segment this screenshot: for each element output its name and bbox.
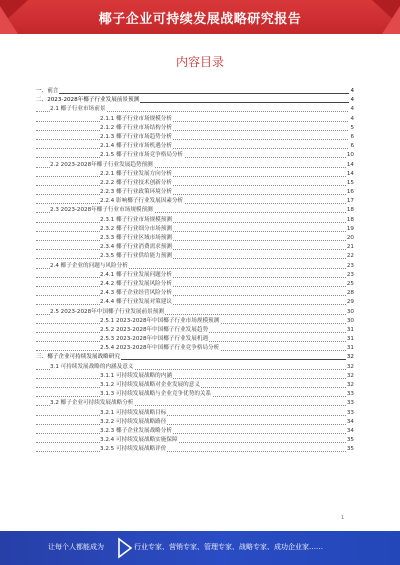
toc-entry[interactable] xyxy=(36,363,354,372)
toc-entry[interactable] xyxy=(36,197,354,206)
toc-leader-line xyxy=(36,442,354,443)
toc-entry-title: 二、2023-2028年椰子行业发展前景预测 xyxy=(36,96,140,105)
toc-leader-line xyxy=(36,286,354,287)
toc-entry[interactable] xyxy=(36,418,354,427)
toc-entry[interactable] xyxy=(36,308,354,317)
toc-entry-page: 23 xyxy=(346,271,354,280)
toc-entry-title: 3.1.2 可持续发展战略对企业发展的意义 xyxy=(100,381,201,390)
toc-entry-page: 18 xyxy=(346,206,354,215)
toc-entry-page: 32 xyxy=(346,363,354,372)
toc-entry-page: 16 xyxy=(346,188,354,197)
toc-entry-title: 一、前言 xyxy=(36,87,59,96)
toc-entry-title: 2.3.2 椰子行业细分市场预测 xyxy=(100,225,173,234)
toc-entry-page: 4 xyxy=(349,87,354,96)
toc-entry-page: 4 xyxy=(349,115,354,124)
toc-entry-page: 23 xyxy=(346,262,354,271)
toc-leader-line xyxy=(36,194,354,195)
footer-slogan-left: 让每个人都能成为 xyxy=(48,543,104,551)
toc-leader-line xyxy=(36,121,354,122)
toc-entry[interactable] xyxy=(36,96,354,105)
toc-entry-title: 2.2.4 影响椰子行业发展因素分析 xyxy=(100,197,184,206)
footer-logo-icon xyxy=(116,537,134,559)
toc-entry[interactable] xyxy=(36,436,354,445)
toc-leader-line xyxy=(36,93,354,94)
toc-entry[interactable] xyxy=(36,179,354,188)
toc-entry[interactable] xyxy=(36,326,354,335)
toc-entry-page: 21 xyxy=(346,243,354,252)
toc-leader-line xyxy=(36,139,354,140)
toc-entry[interactable] xyxy=(36,289,354,298)
toc-entry-page: 34 xyxy=(346,427,354,436)
toc-entry[interactable] xyxy=(36,188,354,197)
toc-entry[interactable] xyxy=(36,142,354,151)
toc-entry-title: 2.3.5 椰子行业供给能力预测 xyxy=(100,252,173,261)
toc-entry-title: 2.5.4 2023-2028年中国椰子行业竞争格局分析 xyxy=(100,344,220,353)
toc-entry-page: 30 xyxy=(346,317,354,326)
toc-entry-title: 2.3.4 椰子行业消费需求预测 xyxy=(100,243,173,252)
toc-leader-line xyxy=(36,203,354,204)
toc-entry[interactable] xyxy=(36,353,354,362)
toc-entry-title: 三、椰子企业可持续发展战略研究 xyxy=(36,353,121,362)
toc-entry-title: 2.3.3 椰子行业区域市场预测 xyxy=(100,234,173,243)
toc-entry[interactable] xyxy=(36,124,354,133)
toc-entry[interactable] xyxy=(36,216,354,225)
toc-entry-page: 20 xyxy=(346,234,354,243)
toc-entry[interactable] xyxy=(36,409,354,418)
toc-entry-page: 32 xyxy=(346,381,354,390)
toc-entry[interactable] xyxy=(36,445,354,454)
toc-entry-page: 30 xyxy=(346,308,354,317)
toc-entry-title: 2.5.3 2023-2028年中国椰子行业发展机遇 xyxy=(100,335,209,344)
toc-entry-title: 3.2.4 可持续发展战略实施保障 xyxy=(100,436,179,445)
toc-entry-page: 33 xyxy=(346,409,354,418)
toc-leader-line xyxy=(36,295,354,296)
toc-entry[interactable] xyxy=(36,335,354,344)
toc-entry-title: 2.5 2023-2028年中国椰子行业发展前景预测 xyxy=(50,308,165,317)
toc-entry-title: 3.1 可持续发展战略的内涵及意义 xyxy=(50,363,134,372)
toc-entry-page: 33 xyxy=(346,399,354,408)
toc-entry[interactable] xyxy=(36,151,354,160)
toc-entry[interactable] xyxy=(36,133,354,142)
toc-entry-title: 2.5.2 2023-2028年中国椰子行业发展趋势 xyxy=(100,326,209,335)
toc-entry-page: 4 xyxy=(349,96,354,105)
toc-entry-page: 15 xyxy=(346,179,354,188)
toc-leader-line xyxy=(36,157,354,158)
footer-slogan-right: 行业专家、营销专家、管理专家、战略专家、成功企业家…… xyxy=(134,543,323,551)
toc-entry[interactable] xyxy=(36,87,354,96)
toc-entry[interactable] xyxy=(36,234,354,243)
toc-entry-title: 3.2 椰子企业可持续发展战略分析 xyxy=(50,399,134,408)
toc-entry-title: 2.5.1 2023-2028年中国椰子行业市场规模预测 xyxy=(100,317,220,326)
toc-heading: 内容目录 xyxy=(175,55,224,69)
toc-entry-page: 32 xyxy=(346,353,354,362)
report-title: 椰子企业可持续发展战略研究报告 xyxy=(98,12,302,27)
toc-entry-title: 3.2.1 可持续发展战略目标 xyxy=(100,409,167,418)
toc-entry-title: 3.2.2 可持续发展战略路径 xyxy=(100,418,167,427)
toc-entry[interactable] xyxy=(36,252,354,261)
toc-entry-page: 14 xyxy=(346,170,354,179)
report-footer xyxy=(0,531,400,565)
toc-entry-title: 2.2.1 椰子行业发展方向分析 xyxy=(100,170,173,179)
toc-entry-page: 35 xyxy=(346,445,354,454)
toc-entry-page: 32 xyxy=(346,372,354,381)
toc-leader-line xyxy=(36,451,354,452)
toc-entry-page: 14 xyxy=(346,161,354,170)
toc-entry[interactable] xyxy=(36,317,354,326)
toc-leader-line xyxy=(36,424,354,425)
toc-entry[interactable] xyxy=(36,399,354,408)
toc-entry-page: 31 xyxy=(346,326,354,335)
toc-entry[interactable] xyxy=(36,271,354,280)
toc-entry-page: 25 xyxy=(346,280,354,289)
toc-entry-title: 2.3 2023-2028年椰子行业市场规模预测 xyxy=(50,206,154,215)
toc-entry-title: 2.2 2023-2028年椰子行业发展趋势预测 xyxy=(50,161,154,170)
toc-entry-title: 2.1.3 椰子行业市场趋势分析 xyxy=(100,133,173,142)
toc-entry[interactable] xyxy=(36,427,354,436)
toc-entry-page: 4 xyxy=(349,105,354,114)
toc-entry-title: 2.1.2 椰子行业市场结构分析 xyxy=(100,124,173,133)
toc-leader-line xyxy=(36,415,354,416)
toc-entry-page: 10 xyxy=(346,151,354,160)
toc-entry[interactable] xyxy=(36,225,354,234)
toc-leader-line xyxy=(36,222,354,223)
toc-entry-title: 2.4.3 椰子企业经营风险分析 xyxy=(100,289,173,298)
toc-entry-page: 6 xyxy=(349,133,354,142)
toc-entry-title: 2.2.3 椰子行业政策环境分析 xyxy=(100,188,173,197)
toc-entry-title: 3.2.5 可持续发展战略评价 xyxy=(100,445,167,454)
toc-entry-page: 33 xyxy=(346,390,354,399)
toc-entry-title: 2.3.1 椰子行业市场规模预测 xyxy=(100,216,173,225)
toc-entry-title: 2.1 椰子行业市场前景 xyxy=(50,105,106,114)
toc-entry[interactable] xyxy=(36,105,354,114)
toc-entry-page: 35 xyxy=(346,436,354,445)
toc-entry[interactable] xyxy=(36,243,354,252)
toc-entry-title: 3.2.3 椰子企业发展战略分析 xyxy=(100,427,173,436)
toc-entry[interactable] xyxy=(36,115,354,124)
toc-entry-title: 2.4.1 椰子行业发展问题分析 xyxy=(100,271,173,280)
toc-entry[interactable] xyxy=(36,161,354,170)
toc-leader-line xyxy=(36,304,354,305)
toc-leader-line xyxy=(36,148,354,149)
toc-leader-line xyxy=(36,258,354,259)
toc-entry-page: 34 xyxy=(346,418,354,427)
toc-entry[interactable] xyxy=(36,262,354,271)
toc-entry[interactable] xyxy=(36,280,354,289)
toc-entry-title: 2.4.2 椰子行业发展风险分析 xyxy=(100,280,173,289)
toc-entry-page: 28 xyxy=(346,289,354,298)
toc-entry-page: 17 xyxy=(346,197,354,206)
page-number: 1 xyxy=(341,515,345,521)
toc-leader-line xyxy=(36,176,354,177)
toc-entry[interactable] xyxy=(36,381,354,390)
toc-leader-line xyxy=(36,130,354,131)
toc-entry-title: 2.4 椰子企业的问题与风险分析 xyxy=(50,262,129,271)
toc-entry-page: 19 xyxy=(346,225,354,234)
toc-entry-title: 3.1.3 可持续发展战略与企业竞争优势的关系 xyxy=(100,390,212,399)
toc-leader-line xyxy=(36,378,354,379)
toc-leader-line xyxy=(36,433,354,434)
toc-leader-line xyxy=(36,249,354,250)
toc-entry-page: 6 xyxy=(349,142,354,151)
toc-entry-title: 3.1.1 可持续发展战略的内涵 xyxy=(100,372,173,381)
toc-entry-title: 2.2.2 椰子行业技术创新分析 xyxy=(100,179,173,188)
toc-entry-page: 29 xyxy=(346,298,354,307)
toc-entry-page: 22 xyxy=(346,252,354,261)
toc-entry[interactable] xyxy=(36,298,354,307)
toc-entry-page: 31 xyxy=(346,335,354,344)
toc-entry-title: 2.1.5 椰子行业市场竞争格局分析 xyxy=(100,151,184,160)
toc-entry-page: 5 xyxy=(349,124,354,133)
toc-entry-page: 31 xyxy=(346,344,354,353)
toc-leader-line xyxy=(36,277,354,278)
table-of-contents xyxy=(36,87,354,455)
toc-entry[interactable] xyxy=(36,390,354,399)
toc-entry-title: 2.4.4 椰子行业发展对策建议 xyxy=(100,298,173,307)
toc-entry[interactable] xyxy=(36,344,354,353)
toc-leader-line xyxy=(36,185,354,186)
toc-leader-line xyxy=(36,231,354,232)
toc-entry-title: 2.1.4 椰子行业市场机遇分析 xyxy=(100,142,173,151)
toc-entry[interactable] xyxy=(36,206,354,215)
toc-entry-page: 18 xyxy=(346,216,354,225)
toc-entry-title: 2.1.1 椰子行业市场规模分析 xyxy=(100,115,173,124)
report-header xyxy=(0,0,400,34)
toc-leader-line xyxy=(36,240,354,241)
toc-entry[interactable] xyxy=(36,372,354,381)
toc-entry[interactable] xyxy=(36,170,354,179)
